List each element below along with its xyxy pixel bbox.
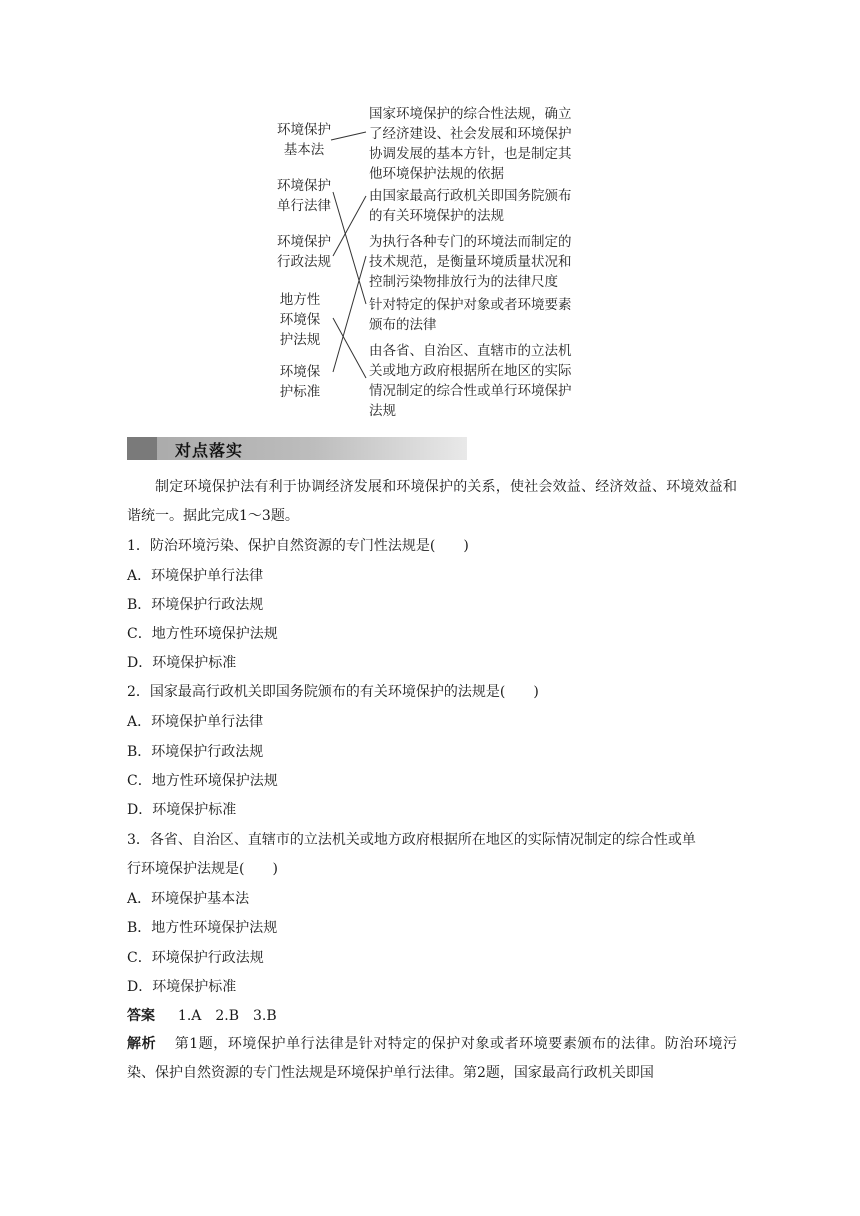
section-header-tab	[127, 437, 157, 460]
answer-text: 1.A 2.B 3.B	[177, 1008, 277, 1024]
left-item-text: 基本法	[283, 142, 325, 158]
right-item-text: 控制污染物排放行为的法律尺度	[369, 274, 558, 290]
question-1-stem: 1．防治环境污染、保护自然资源的专门性法规是( )	[127, 538, 469, 554]
connector-standard	[333, 256, 366, 372]
left-item-text: 环境保	[279, 312, 321, 328]
answer-line	[127, 1006, 277, 1026]
right-item-text: 技术规范，是衡量环境质量状况和	[369, 254, 572, 270]
question-3-option-c: C．环境保护行政法规	[127, 950, 264, 966]
question-1-option-d: D．环境保护标准	[127, 655, 237, 671]
connector-basic-law	[331, 132, 366, 140]
right-item-text: 关或地方政府根据所在地区的实际	[369, 363, 572, 379]
question-2-option-a: A．环境保护单行法律	[127, 714, 264, 730]
right-item-text: 针对特定的保护对象或者环境要素	[369, 297, 572, 313]
right-item-text: 颁布的法律	[369, 317, 437, 333]
question-2-option-b: B．环境保护行政法规	[127, 744, 264, 760]
right-item-text: 协调发展的基本方针，也是制定其	[369, 146, 572, 162]
left-item-text: 环境保护	[277, 122, 331, 138]
section-header	[127, 437, 467, 460]
question-1-option-c: C．地方性环境保护法规	[127, 626, 278, 642]
left-item-text: 护法规	[279, 332, 321, 348]
right-item-text: 的有关环境保护的法规	[369, 208, 504, 224]
analysis-paragraph	[127, 1030, 737, 1088]
right-item-text: 由国家最高行政机关即国务院颁布	[369, 188, 572, 204]
left-item-text: 护标准	[279, 384, 321, 400]
analysis-label: 解析	[127, 1036, 157, 1052]
left-item-text: 环境保护	[277, 178, 331, 194]
connector-lines	[0, 0, 860, 420]
right-item-text: 情况制定的综合性或单行环境保护	[369, 383, 572, 399]
left-item-text: 环境保	[279, 364, 321, 380]
analysis-text: 第1题，环境保护单行法律是针对特定的保护对象或者环境要素颁布的法律。防治环境污染、保护自然资源的专门性法规是环境保护单行法律。第2题，国家最高行政机关即国	[127, 1036, 738, 1081]
intro-paragraph: 制定环境保护法有利于协调经济发展和环境保护的关系，使社会效益、经济效益、环境效益和谐统一。据此完成1～3题。	[127, 479, 737, 524]
left-item-text: 地方性	[279, 292, 321, 308]
question-1-option-b: B．环境保护行政法规	[127, 597, 264, 613]
question-3-option-a: A．环境保护基本法	[127, 891, 250, 907]
right-item-text: 为执行各种专门的环境法而制定的	[369, 234, 572, 250]
left-item-text: 环境保护	[277, 234, 331, 250]
left-item-text: 行政法规	[277, 254, 331, 270]
right-item-text: 国家环境保护的综合性法规，确立	[369, 106, 572, 122]
question-2-option-d: D．环境保护标准	[127, 802, 237, 818]
right-item-text: 他环境保护法规的依据	[369, 166, 504, 182]
answer-label: 答案	[127, 1008, 155, 1024]
connector-local-reg	[333, 318, 366, 378]
right-item-text: 了经济建设、社会发展和环境保护	[369, 126, 572, 142]
question-2-option-c: C．地方性环境保护法规	[127, 773, 278, 789]
right-item-text: 由各省、自治区、直辖市的立法机	[369, 343, 572, 359]
question-1-option-a: A．环境保护单行法律	[127, 568, 264, 584]
question-3-option-d: D．环境保护标准	[127, 979, 237, 995]
question-3-option-b: B．地方性环境保护法规	[127, 920, 278, 936]
left-item-text: 单行法律	[277, 198, 331, 214]
question-3-stem-line2: 行环境保护法规是( )	[127, 861, 278, 877]
question-3-stem-line1: 3．各省、自治区、直辖市的立法机关或地方政府根据所在地区的实际情况制定的综合性或单	[127, 832, 696, 848]
right-item-text: 法规	[369, 403, 396, 419]
question-2-stem: 2．国家最高行政机关即国务院颁布的有关环境保护的法规是( )	[127, 684, 539, 700]
section-title: 对点落实	[175, 441, 244, 460]
